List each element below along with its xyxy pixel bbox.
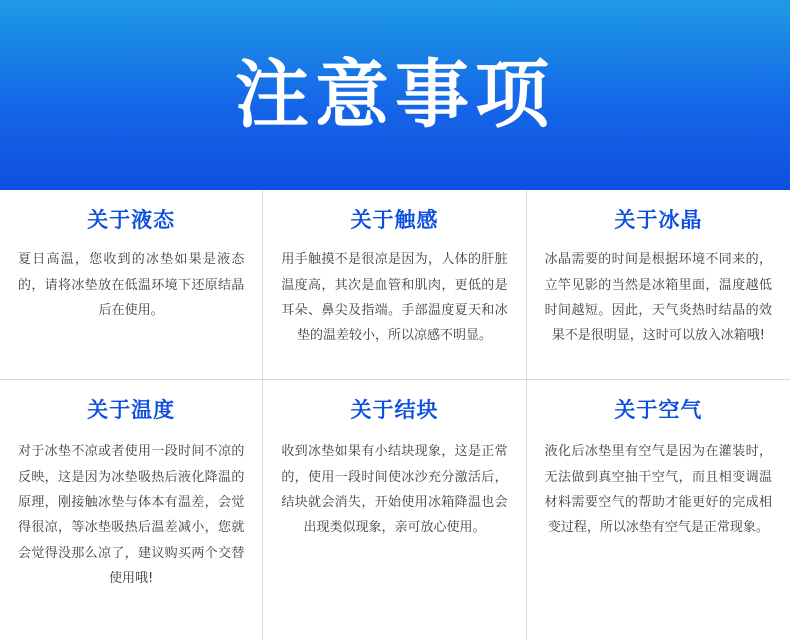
notes-grid [0,190,790,640]
note-body: 液化后冰垫里有空气是因为在灌装时，无法做到真空抽干空气，而且相变调温材料需要空气的帮助才能更好的完成相变过程，所以冰垫有空气是正常现象。 [544,444,772,536]
page-title: 注意事项 [235,52,555,138]
note-title: 关于温度 [87,398,176,422]
note-title: 关于空气 [614,398,703,422]
note-body: 收到冰垫如果有小结块现象，这是正常的，使用一段时间使冰沙充分激活后，结块就会消失，开始使用冰箱降温也会出现类似现象，亲可放心使用。 [281,444,508,536]
note-body: 夏日高温，您收到的冰垫如果是液态的，请将冰垫放在低温环境下还原结晶后在使用。 [18,252,245,318]
note-title: 关于结块 [350,398,439,422]
note-card-temperature [0,380,263,640]
note-body: 用手触摸不是很凉是因为，人体的肝脏温度高，其次是血管和肌肉，更低的是耳朵、鼻尖及指端。手部温度夏天和冰垫的温差较小，所以凉感不明显。 [281,252,508,344]
note-title: 关于液态 [87,208,176,232]
header-banner [0,0,790,190]
note-card-touch [263,190,526,380]
note-title: 关于触感 [350,208,439,232]
note-card-air [527,380,790,640]
note-card-liquid [0,190,263,380]
note-body: 冰晶需要的时间是根据环境不同来的，立竿见影的当然是冰箱里面，温度越低时间越短。因此，天气炎热时结晶的效果不是很明显，这时可以放入冰箱哦! [544,252,772,344]
note-card-crystal [527,190,790,380]
note-body: 对于冰垫不凉或者使用一段时间不凉的反映，这是因为冰垫吸热后液化降温的原理，刚接触冰垫与体本有温差，会觉得很凉，等冰垫吸热后温差减小，您就会觉得没那么凉了，建议购买两个交替使用哦! [18,444,245,586]
note-card-lumps [263,380,526,640]
note-title: 关于冰晶 [614,208,703,232]
